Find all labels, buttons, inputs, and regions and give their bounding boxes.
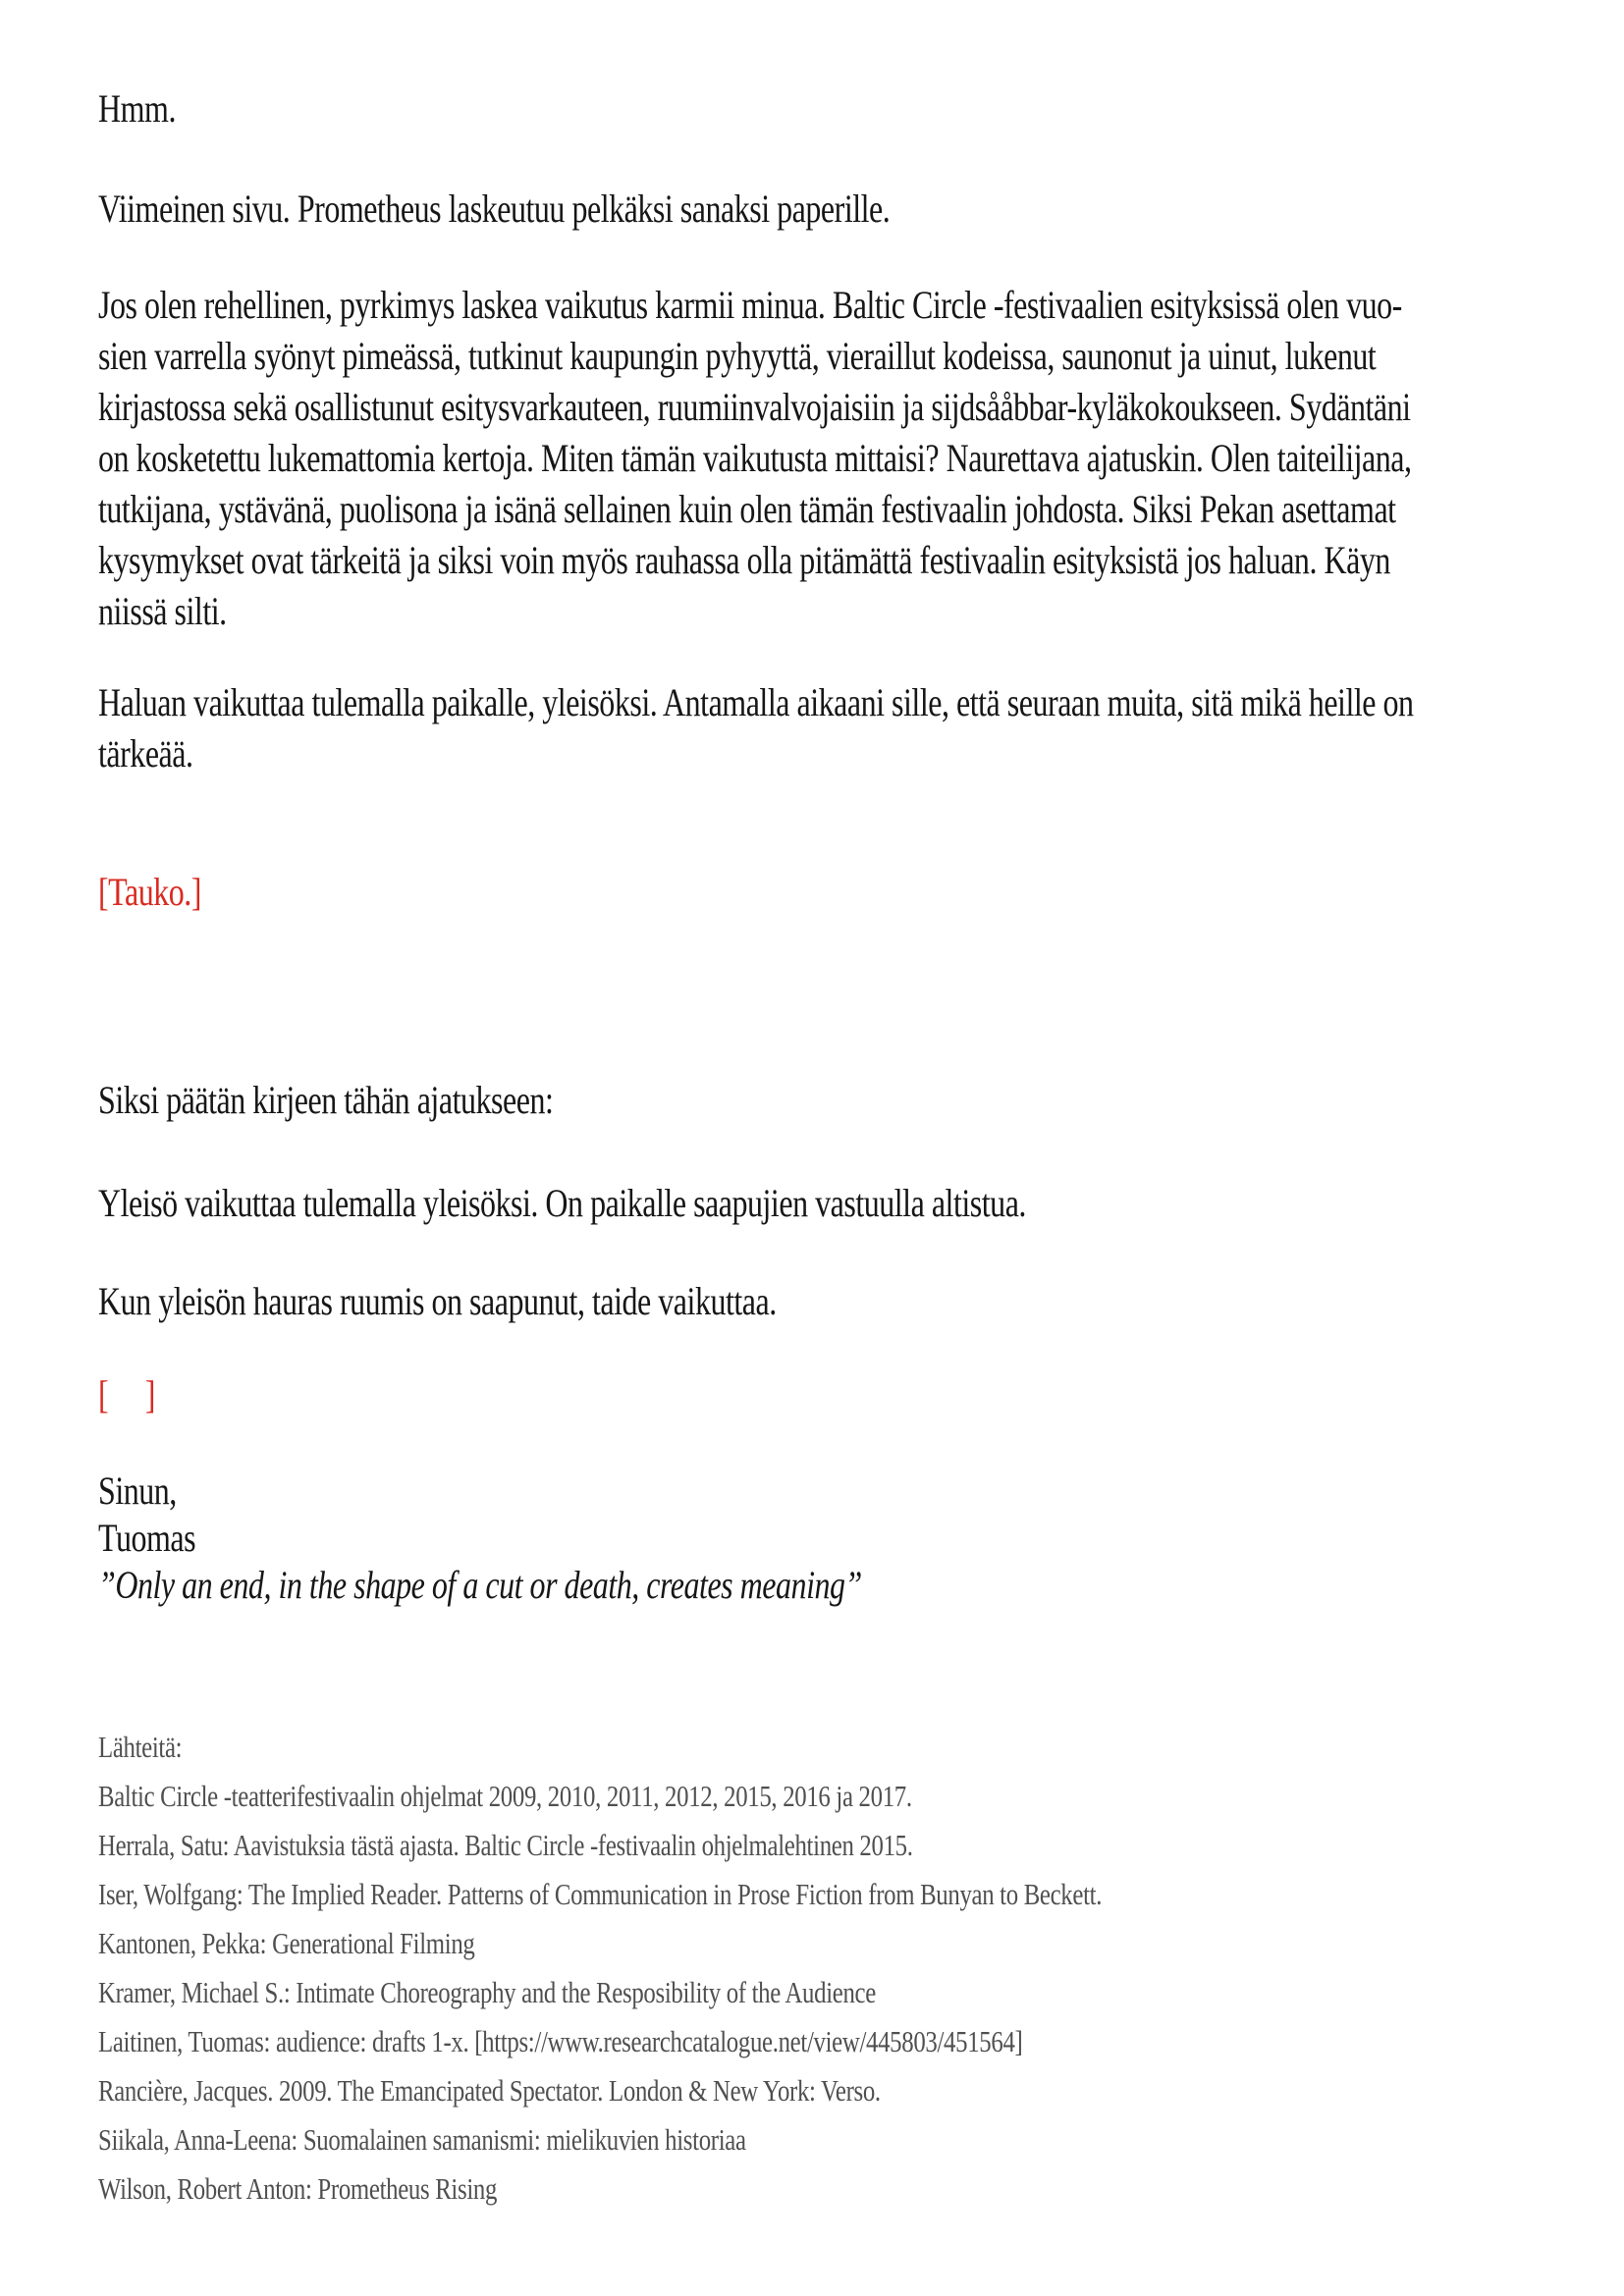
reference-item: Kantonen, Pekka: Generational Filming: [98, 1926, 475, 1960]
pause-marker: [Tauko.]: [98, 870, 201, 914]
main-paragraph: [98, 280, 1528, 637]
empty-bracket-marker: [ ]: [98, 1372, 155, 1416]
audience-statement-line: Yleisö vaikuttaa tulemalla yleisöksi. On paikalle saapujien vastuulla altistua.: [98, 1181, 1026, 1225]
reference-item: Herrala, Satu: Aavistuksia tästä ajasta. Baltic Circle -festivaalin ohjelmalehtinen 2015.: [98, 1828, 913, 1862]
references-heading: Lähteitä:: [98, 1730, 183, 1764]
audience-statement-line: Kun yleisön hauras ruumis on saapunut, taide vaikuttaa.: [98, 1279, 777, 1323]
reference-item: Kramer, Michael S.: Intimate Choreography and the Resposibility of the Audience: [98, 1975, 876, 2009]
greeting-line: Hmm.: [98, 86, 176, 131]
signature-block: [98, 1468, 1528, 1609]
reference-item: Rancière, Jacques. 2009. The Emancipated Spectator. London & New York: Verso.: [98, 2073, 881, 2108]
letter-text-column: [98, 0, 1528, 2214]
epigraph-quote: ”Only an end, in the shape of a cut or death, creates meaning”: [98, 1563, 862, 1607]
references-section: [98, 1723, 1528, 2214]
closing-intro-line: Siksi päätän kirjeen tähän ajatukseen:: [98, 1078, 554, 1122]
main-paragraph-line: kirjastossa sekä osallistunut esitysvarkauteen, ruumiinvalvojaisiin ja sijdsååbbar-kyläkokoukseen. Sydäntäni: [98, 385, 1411, 429]
main-paragraph-line: kysymykset ovat tärkeitä ja siksi voin myös rauhassa olla pitämättä festivaalin esityksistä jos haluan. Käyn: [98, 538, 1390, 582]
haluan-paragraph-line: tärkeää.: [98, 731, 193, 775]
reference-item: Iser, Wolfgang: The Implied Reader. Patterns of Communication in Prose Fiction from Bunyan to Beckett.: [98, 1877, 1103, 1911]
last-page-line: Viimeinen sivu. Prometheus laskeutuu pelkäksi sanaksi paperille.: [98, 187, 891, 231]
reference-item: Wilson, Robert Anton: Prometheus Rising: [98, 2171, 498, 2206]
reference-item: Baltic Circle -teatterifestivaalin ohjelmat 2009, 2010, 2011, 2012, 2015, 2016 ja 2017.: [98, 1779, 912, 1813]
haluan-paragraph: [98, 677, 1528, 779]
main-paragraph-line: Jos olen rehellinen, pyrkimys laskea vaikutus karmii minua. Baltic Circle -festivaalien esityksissä olen vuo-: [98, 283, 1402, 327]
main-paragraph-line: niissä silti.: [98, 589, 227, 633]
signature-name: Tuomas: [98, 1516, 196, 1560]
haluan-paragraph-line: Haluan vaikuttaa tulemalla paikalle, yleisöksi. Antamalla aikaani sille, että seuraan muita, sitä mikä heille on: [98, 680, 1414, 724]
signoff-line: Sinun,: [98, 1468, 177, 1513]
main-paragraph-line: sien varrella syönyt pimeässä, tutkinut kaupungin pyhyyttä, vieraillut kodeissa, saunonut ja uinut, lukenut: [98, 334, 1377, 378]
reference-item: Laitinen, Tuomas: audience: drafts 1-x. [https://www.researchcatalogue.net/view/445803/451564]: [98, 2024, 1023, 2058]
reference-item: Siikala, Anna-Leena: Suomalainen samanismi: mielikuvien historiaa: [98, 2122, 746, 2157]
main-paragraph-line: tutkijana, ystävänä, puolisona ja isänä sellainen kuin olen tämän festivaalin johdosta. Siksi Pekan asettamat: [98, 487, 1396, 531]
main-paragraph-line: on kosketettu lukemattomia kertoja. Miten tämän vaikutusta mittaisi? Naurettava ajatuskin. Olen taiteilijana,: [98, 436, 1412, 480]
